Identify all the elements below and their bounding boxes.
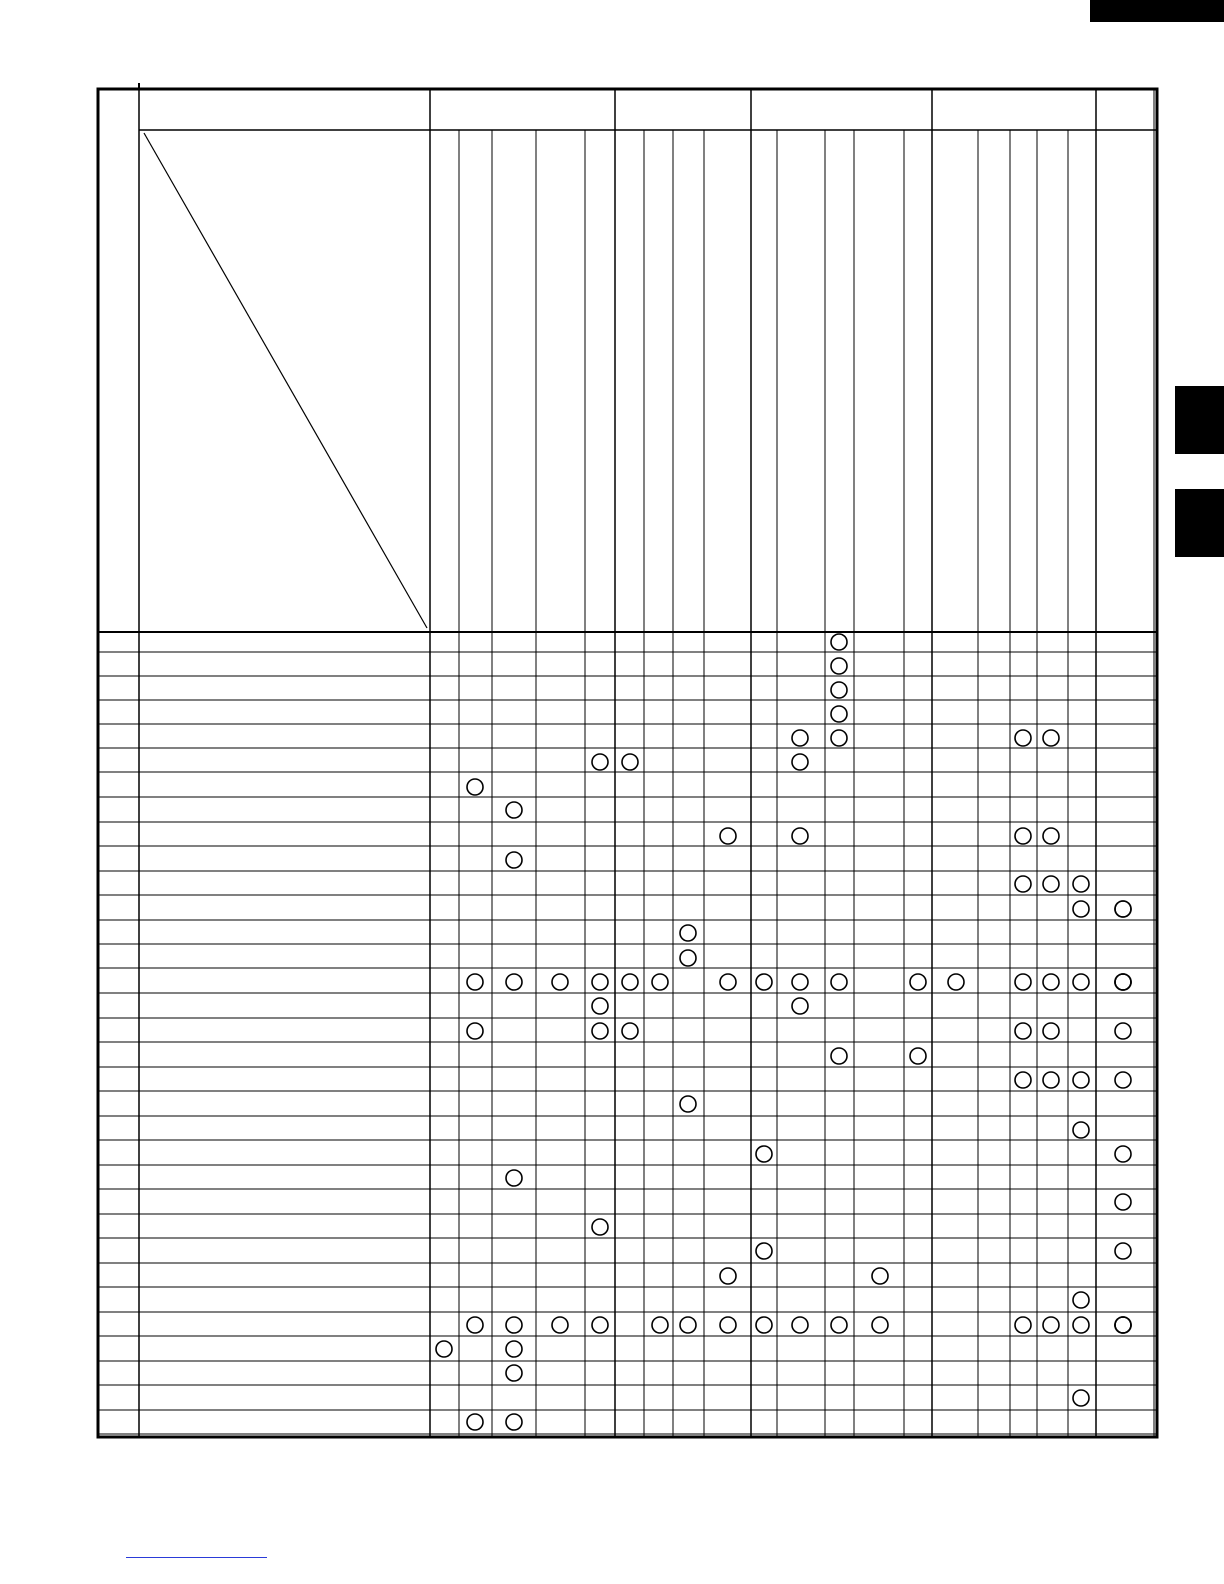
check-circle-mark bbox=[1115, 1243, 1131, 1259]
check-circle-mark bbox=[1115, 1194, 1131, 1210]
check-circle-mark bbox=[831, 1048, 847, 1064]
check-circle-mark bbox=[792, 998, 808, 1014]
check-circle-mark bbox=[756, 1243, 772, 1259]
check-circle-mark bbox=[831, 1317, 847, 1333]
check-circle-mark bbox=[506, 852, 522, 868]
check-circle-mark bbox=[592, 974, 608, 990]
check-circle-mark bbox=[792, 974, 808, 990]
check-circle-mark bbox=[467, 974, 483, 990]
check-circle-mark bbox=[1043, 1317, 1059, 1333]
check-circle-mark bbox=[1015, 974, 1031, 990]
check-circle-mark bbox=[831, 974, 847, 990]
check-circle-mark bbox=[910, 974, 926, 990]
check-circle-mark bbox=[1115, 1146, 1131, 1162]
check-circle-mark bbox=[720, 828, 736, 844]
check-circle-mark bbox=[792, 1317, 808, 1333]
check-circle-mark bbox=[680, 925, 696, 941]
check-circle-mark bbox=[652, 1317, 668, 1333]
check-circle-mark bbox=[1015, 1023, 1031, 1039]
check-circle-mark bbox=[467, 779, 483, 795]
check-circle-mark bbox=[872, 1268, 888, 1284]
check-circle-mark bbox=[622, 974, 638, 990]
check-circle-mark bbox=[1115, 1072, 1131, 1088]
check-circle-mark bbox=[592, 754, 608, 770]
check-circle-mark bbox=[1015, 1317, 1031, 1333]
check-circle-mark bbox=[652, 974, 668, 990]
check-circle-mark bbox=[1073, 1072, 1089, 1088]
check-circle-mark bbox=[1073, 1390, 1089, 1406]
check-circle-mark bbox=[831, 706, 847, 722]
check-circle-mark bbox=[1015, 876, 1031, 892]
check-circle-mark bbox=[720, 974, 736, 990]
check-circle-mark bbox=[680, 1317, 696, 1333]
check-circle-mark bbox=[506, 1317, 522, 1333]
check-circle-mark bbox=[506, 974, 522, 990]
check-circle-mark bbox=[592, 1317, 608, 1333]
link-underline[interactable] bbox=[126, 1557, 267, 1558]
check-circle-mark bbox=[622, 1023, 638, 1039]
check-circle-mark bbox=[756, 1317, 772, 1333]
check-circle-mark bbox=[506, 1170, 522, 1186]
check-circle-mark bbox=[910, 1048, 926, 1064]
check-circle-mark bbox=[506, 1341, 522, 1357]
check-circle-mark bbox=[467, 1414, 483, 1430]
check-circle-mark bbox=[1043, 974, 1059, 990]
check-circle-mark bbox=[872, 1317, 888, 1333]
check-circle-mark bbox=[467, 1023, 483, 1039]
check-circle-mark bbox=[1073, 1292, 1089, 1308]
check-circle-mark bbox=[552, 974, 568, 990]
check-circle-mark bbox=[1043, 730, 1059, 746]
check-circle-mark bbox=[680, 1096, 696, 1112]
check-circle-mark bbox=[756, 974, 772, 990]
check-circle-mark bbox=[1043, 828, 1059, 844]
check-circle-mark bbox=[592, 1023, 608, 1039]
check-circle-mark bbox=[622, 754, 638, 770]
check-circle-mark bbox=[792, 730, 808, 746]
check-circle-mark bbox=[1073, 876, 1089, 892]
header-diagonal bbox=[144, 133, 427, 628]
check-circle-mark bbox=[680, 950, 696, 966]
check-circle-mark bbox=[831, 658, 847, 674]
check-circle-mark bbox=[720, 1317, 736, 1333]
check-circle-mark bbox=[831, 634, 847, 650]
check-circle-mark bbox=[1043, 1072, 1059, 1088]
check-circle-mark bbox=[756, 1146, 772, 1162]
check-circle-mark bbox=[1073, 1317, 1089, 1333]
check-circle-mark bbox=[1073, 901, 1089, 917]
check-circle-mark bbox=[592, 998, 608, 1014]
check-circle-mark bbox=[792, 754, 808, 770]
check-circle-mark bbox=[831, 682, 847, 698]
check-circle-mark bbox=[506, 802, 522, 818]
check-circle-mark bbox=[831, 730, 847, 746]
check-circle-mark bbox=[436, 1341, 452, 1357]
check-circle-mark bbox=[1073, 974, 1089, 990]
check-circle-mark bbox=[1115, 901, 1131, 917]
check-circle-mark bbox=[1015, 730, 1031, 746]
check-circle-mark bbox=[792, 828, 808, 844]
check-circle-mark bbox=[467, 1317, 483, 1333]
check-circle-mark bbox=[720, 1268, 736, 1284]
check-circle-mark bbox=[1073, 1122, 1089, 1138]
check-circle-mark bbox=[948, 974, 964, 990]
table-frame bbox=[98, 89, 1157, 1437]
check-circle-mark bbox=[1043, 1023, 1059, 1039]
check-circle-mark bbox=[1015, 1072, 1031, 1088]
check-circle-mark bbox=[1015, 828, 1031, 844]
check-circle-mark bbox=[1115, 974, 1131, 990]
check-circle-mark bbox=[506, 1365, 522, 1381]
check-circle-mark bbox=[1043, 876, 1059, 892]
check-circle-mark bbox=[506, 1414, 522, 1430]
check-circle-mark bbox=[1115, 1317, 1131, 1333]
check-circle-mark bbox=[552, 1317, 568, 1333]
check-circle-mark bbox=[592, 1219, 608, 1235]
check-circle-mark bbox=[1115, 1023, 1131, 1039]
